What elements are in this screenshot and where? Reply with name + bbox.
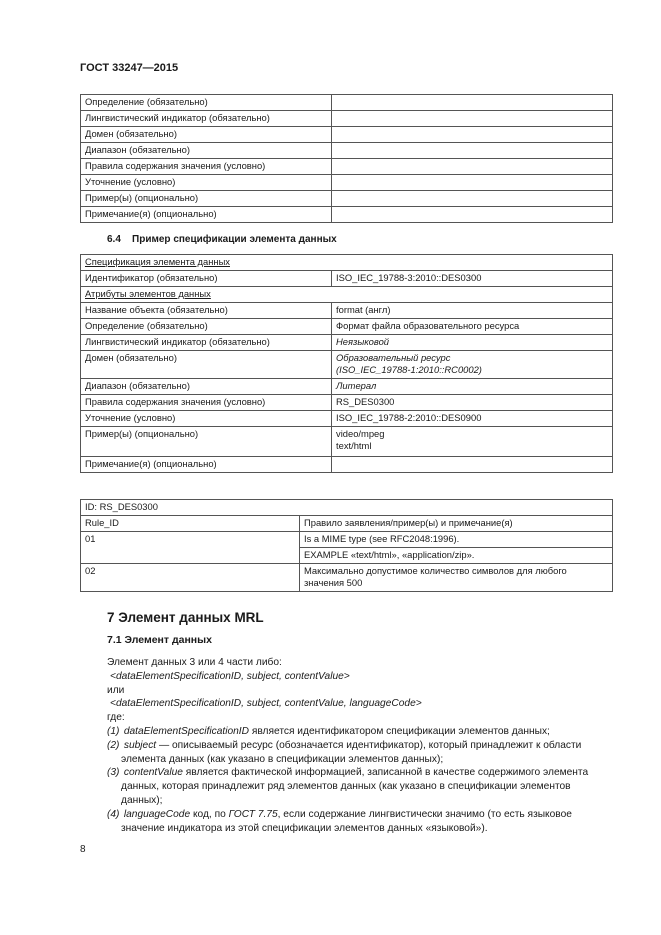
table-row: Уточнение (условно) (81, 175, 613, 191)
spec-example-table (80, 254, 613, 473)
table-row: Пример(ы) (опционально) (81, 191, 613, 207)
table-row: Примечание(я) (опционально) (81, 207, 613, 223)
intro-text: Элемент данных 3 или 4 части либо: (107, 657, 282, 668)
table-row: Правила содержания значения (условно) RS_DES0300 (81, 395, 613, 411)
table-row (81, 500, 613, 516)
table-row: 01 Is a MIME type (see RFC2048:1996). (81, 532, 613, 548)
table-row: Лингвистический индикатор (обязательно) Неязыковой (81, 335, 613, 351)
table-row: Пример(ы) (опционально) video/mpeg text/html (81, 427, 613, 457)
table-row: Уточнение (условно) ISO_IEC_19788-2:2010::DES0900 (81, 411, 613, 427)
table-row: Определение (обязательно) Формат файла образовательного ресурса (81, 319, 613, 335)
section-heading-7: 7 Элемент данных MRL (107, 610, 264, 625)
list-item: (2) subject — описываемый ресурс (обозначается идентификатор), который принадлежит к области элемента данных (как указано в спецификации элементов данных); (107, 739, 582, 765)
table-row (81, 255, 613, 271)
table-row: Примечание(я) (опционально) (81, 457, 613, 473)
list-item: (3) contentValue является фактической информацией, записанной в качестве содержимого элемента данных, которая принадлежит ряд элементов данных (как указано в спецификации элементов данных); (107, 767, 589, 806)
section-number: 6.4 (107, 234, 121, 245)
list-item: (1) dataElementSpecificationID является идентификатором спецификации элементов данных; (107, 725, 550, 737)
table-row: Rule_ID Правило заявления/пример(ы) и примечание(я) (81, 516, 613, 532)
rules-id: ID: RS_DES0300 (81, 500, 613, 516)
section-7-body (107, 656, 613, 835)
page-number: 8 (80, 844, 86, 855)
table-row (81, 287, 613, 303)
table-row: Правила содержания значения (условно) (81, 159, 613, 175)
table-row: Определение (обязательно) (81, 95, 613, 111)
section-title: Пример спецификации элемента данных (132, 234, 337, 245)
form-four-part: <dataElementSpecificationID, subject, contentValue, languageCode> (110, 698, 422, 710)
table-row: 02 Максимально допустимое количество символов для любого значения 500 (81, 564, 613, 592)
table-row: Идентификатор (обязательно) ISO_IEC_19788-3:2010::DES0300 (81, 271, 613, 287)
or-text: или (107, 684, 125, 696)
document-code: ГОСТ 33247—2015 (80, 62, 179, 74)
table-row: Домен (обязательно) (81, 127, 613, 143)
where-text: где: (107, 712, 125, 724)
standard-reference: ГОСТ 7.75 (228, 808, 278, 820)
table-row: Название объекта (обязательно) format (англ) (81, 303, 613, 319)
section-heading-7-1: 7.1 Элемент данных (107, 634, 212, 646)
table-row: Диапазон (обязательно) Литерал (81, 379, 613, 395)
table-row: Диапазон (обязательно) (81, 143, 613, 159)
form-three-part: <dataElementSpecificationID, subject, contentValue> (110, 670, 350, 682)
spec-header: Спецификация элемента данных (81, 255, 613, 271)
table-row: Домен (обязательно) Образовательный ресурс (ISO_IEC_19788-1:2010::RC0002) (81, 351, 613, 379)
spec-template-table (80, 94, 613, 223)
table-row: EXAMPLE «text/html», «application/zip». (81, 548, 613, 564)
section-heading-6-4 (107, 234, 337, 245)
attr-header: Атрибуты элементов данных (81, 287, 613, 303)
table-row: Лингвистический индикатор (обязательно) (81, 111, 613, 127)
list-item: (4) languageCode код, по ГОСТ 7.75, если содержание лингвистически значимо (то есть языковое значение индикатора из этой спецификации элементов данных «языковой»). (107, 808, 572, 834)
rules-table (80, 499, 613, 592)
